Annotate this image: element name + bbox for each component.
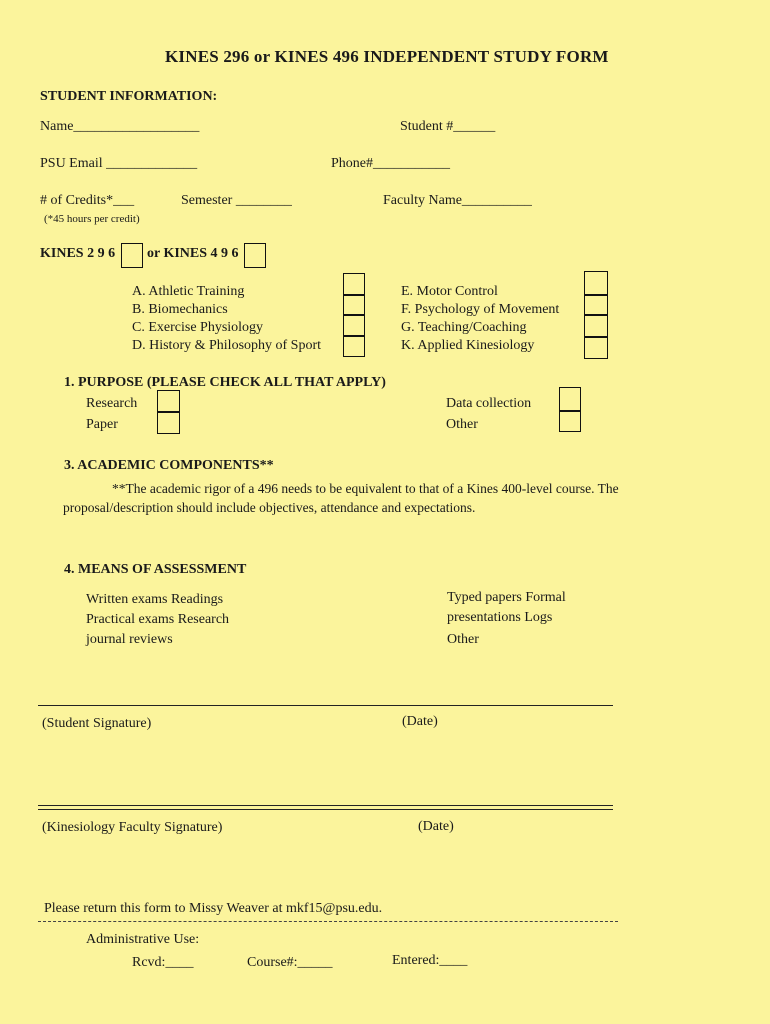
credit-note: (*45 hours per credit) xyxy=(44,213,140,225)
assessment-typed-papers: Typed papers Formal xyxy=(447,590,566,605)
area-teaching-coaching: G. Teaching/Coaching xyxy=(401,320,527,335)
faculty-signature-line-top xyxy=(38,805,613,806)
area-e-checkbox[interactable] xyxy=(584,271,608,295)
faculty-date-label: (Date) xyxy=(418,819,454,834)
assessment-written-exams: Written exams Readings xyxy=(86,592,224,607)
area-f-checkbox[interactable] xyxy=(584,295,608,315)
student-date-label: (Date) xyxy=(402,714,438,729)
area-a-checkbox[interactable] xyxy=(343,273,365,295)
assessment-journal-reviews: journal reviews xyxy=(86,632,173,647)
assessment-heading: 4. MEANS OF ASSESSMENT xyxy=(64,562,247,577)
kines-296-label: KINES 2 9 6 xyxy=(40,246,116,261)
area-c-checkbox[interactable] xyxy=(343,315,365,336)
academic-note-line2: proposal/description should include objectives, attendance and expectations. xyxy=(63,500,476,515)
area-k-checkbox[interactable] xyxy=(584,337,608,359)
kines-296-checkbox[interactable] xyxy=(121,243,143,268)
purpose-paper-checkbox[interactable] xyxy=(157,412,180,434)
admin-entered-field[interactable]: Entered:____ xyxy=(392,953,468,968)
cut-line xyxy=(38,921,618,922)
assessment-practical-exams: Practical exams Research xyxy=(86,612,230,627)
area-psychology-movement: F. Psychology of Movement xyxy=(401,302,560,317)
area-g-checkbox[interactable] xyxy=(584,315,608,337)
assessment-other: Other xyxy=(447,632,479,647)
kines-496-label: or KINES 4 9 6 xyxy=(147,246,239,261)
admin-rcvd-field[interactable]: Rcvd:____ xyxy=(132,955,194,970)
form-title: KINES 296 or KINES 496 INDEPENDENT STUDY FORM xyxy=(165,47,609,66)
kines-496-checkbox[interactable] xyxy=(244,243,266,268)
purpose-research-checkbox[interactable] xyxy=(157,390,180,412)
academic-heading: 3. ACADEMIC COMPONENTS** xyxy=(64,458,274,473)
area-b-checkbox[interactable] xyxy=(343,295,365,315)
area-motor-control: E. Motor Control xyxy=(401,284,498,299)
assessment-presentations-logs: presentations Logs xyxy=(447,610,553,625)
phone-field[interactable]: Phone#___________ xyxy=(331,156,450,171)
admin-course-field[interactable]: Course#:_____ xyxy=(247,955,333,970)
purpose-paper-label: Paper xyxy=(86,417,118,432)
semester-field[interactable]: Semester ________ xyxy=(181,193,292,208)
purpose-other-label: Other xyxy=(446,417,478,432)
area-history-philosophy: D. History & Philosophy of Sport xyxy=(132,338,322,353)
purpose-data-collection-label: Data collection xyxy=(446,396,532,411)
name-field[interactable]: Name__________________ xyxy=(40,119,200,134)
area-applied-kinesiology: K. Applied Kinesiology xyxy=(401,338,535,353)
faculty-name-field[interactable]: Faculty Name__________ xyxy=(383,193,532,208)
purpose-research-label: Research xyxy=(86,396,138,411)
student-info-heading: STUDENT INFORMATION: xyxy=(40,89,218,104)
return-instructions: Please return this form to Missy Weaver at mkf15@psu.edu. xyxy=(44,901,383,916)
credits-field[interactable]: # of Credits*___ xyxy=(40,193,135,208)
admin-heading: Administrative Use: xyxy=(86,932,200,947)
purpose-other-checkbox[interactable] xyxy=(559,411,581,432)
academic-note-line1: **The academic rigor of a 496 needs to be equivalent to that of a Kines 400-level course. The xyxy=(112,481,619,496)
faculty-signature-label: (Kinesiology Faculty Signature) xyxy=(42,820,223,835)
area-athletic-training: A. Athletic Training xyxy=(132,284,245,299)
student-signature-line[interactable] xyxy=(38,705,613,706)
purpose-data-collection-checkbox[interactable] xyxy=(559,387,581,411)
faculty-signature-line[interactable] xyxy=(38,809,613,810)
area-biomechanics: B. Biomechanics xyxy=(132,302,228,317)
student-signature-label: (Student Signature) xyxy=(42,716,152,731)
psu-email-field[interactable]: PSU Email _____________ xyxy=(40,156,198,171)
purpose-heading: 1. PURPOSE (PLEASE CHECK ALL THAT APPLY) xyxy=(64,375,386,390)
area-exercise-physiology: C. Exercise Physiology xyxy=(132,320,264,335)
area-d-checkbox[interactable] xyxy=(343,336,365,357)
student-number-field[interactable]: Student #______ xyxy=(400,119,496,134)
